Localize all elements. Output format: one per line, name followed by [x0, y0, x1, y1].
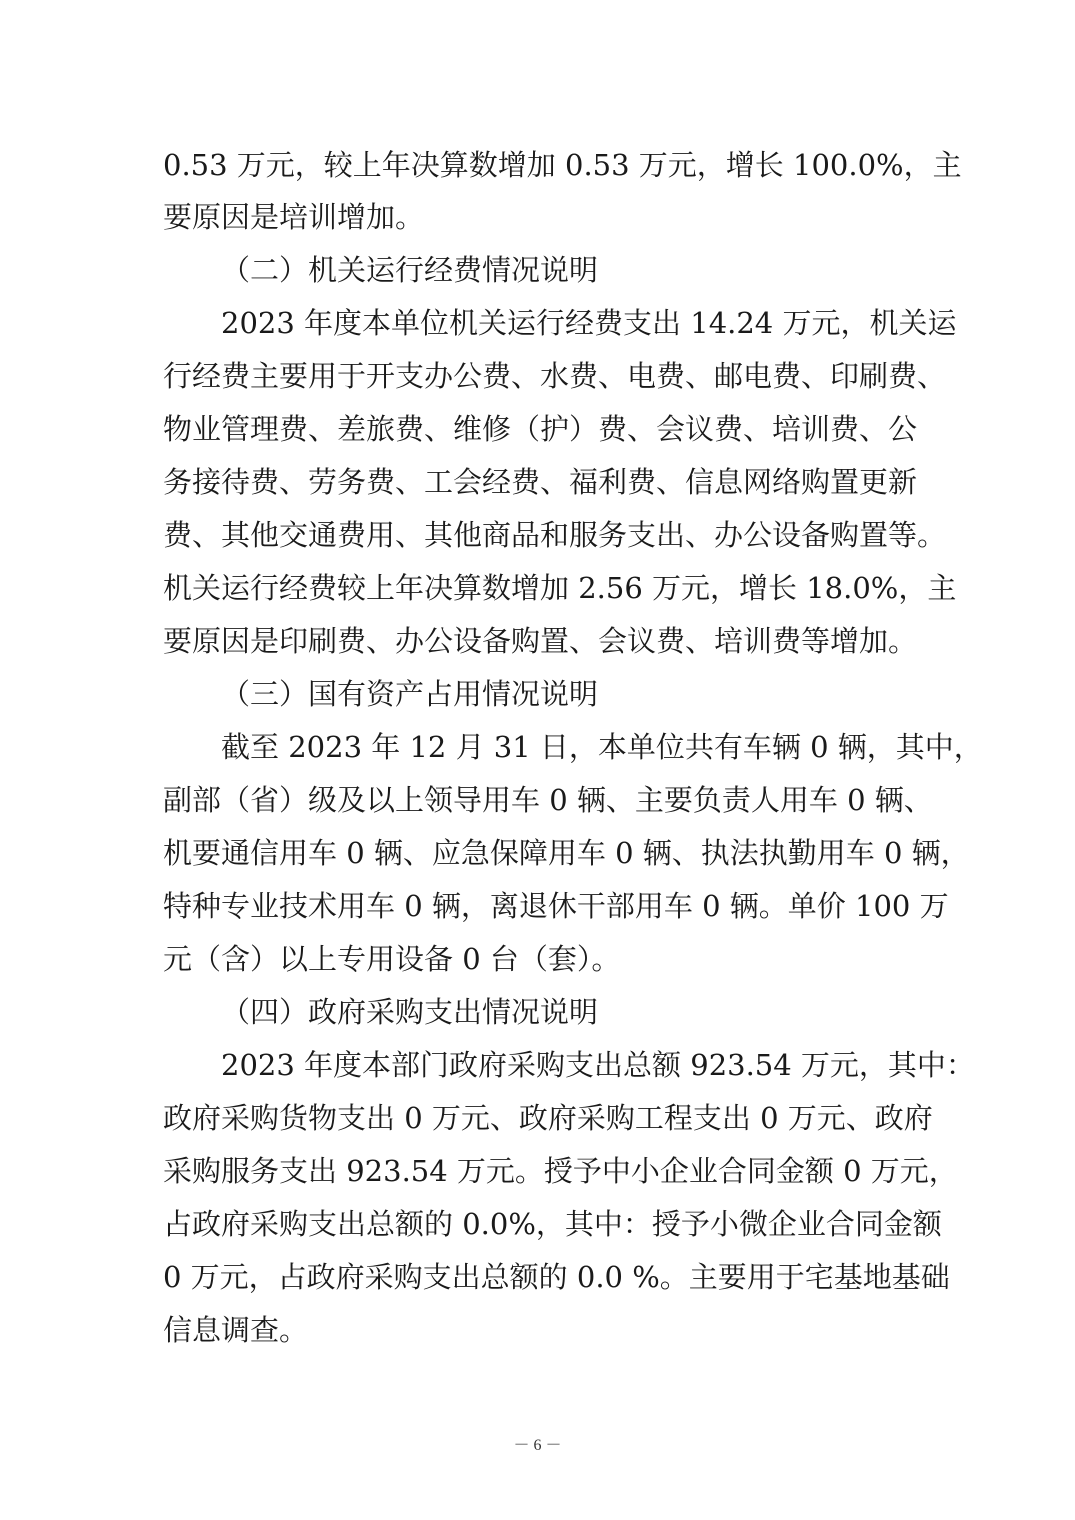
paragraph-line: 2023 年度本单位机关运行经费支出 14.24 万元，机关运 [221, 306, 957, 340]
paragraph-line: 物业管理费、差旅费、维修（护）费、会议费、培训费、公 [163, 412, 918, 446]
paragraph-line: 要原因是印刷费、办公设备购置、会议费、培训费等增加。 [163, 624, 918, 658]
paragraph-line: 机要通信用车 0 辆、应急保障用车 0 辆、执法执勤用车 0 辆， [163, 836, 970, 870]
paragraph-line: 机关运行经费较上年决算数增加 2.56 万元，增长 18.0%，主 [163, 571, 957, 605]
paragraph-line: 副部（省）级及以上领导用车 0 辆、主要负责人用车 0 辆、 [163, 783, 933, 817]
page-number: － 6 － [513, 1437, 562, 1454]
paragraph-line: 政府采购货物支出 0 万元、政府采购工程支出 0 万元、政府 [163, 1101, 933, 1135]
section-heading: （四）政府采购支出情况说明 [221, 995, 599, 1029]
section-heading: （二）机关运行经费情况说明 [221, 253, 599, 287]
section-heading: （三）国有资产占用情况说明 [221, 677, 599, 711]
paragraph-line: 特种专业技术用车 0 辆，离退休干部用车 0 辆。单价 100 万 [163, 889, 949, 923]
paragraph-line: 要原因是培训增加。 [163, 200, 425, 234]
paragraph-line: 0.53 万元，较上年决算数增加 0.53 万元，增长 100.0%，主 [163, 148, 962, 182]
paragraph-line: 2023 年度本部门政府采购支出总额 923.54 万元，其中： [221, 1048, 975, 1082]
paragraph-line: 元（含）以上专用设备 0 台（套）。 [163, 942, 621, 976]
paragraph-line: 占政府采购支出总额的 0.0%，其中：授予小微企业合同金额 [163, 1207, 942, 1241]
paragraph-line: 采购服务支出 923.54 万元。授予中小企业合同金额 0 万元， [163, 1154, 958, 1188]
paragraph-line: 行经费主要用于开支办公费、水费、电费、邮电费、印刷费、 [163, 359, 947, 393]
paragraph-line: 截至 2023 年 12 月 31 日，本单位共有车辆 0 辆，其中， [221, 730, 983, 764]
paragraph-line: 务接待费、劳务费、工会经费、福利费、信息网络购置更新 [163, 465, 918, 499]
paragraph-line: 费、其他交通费用、其他商品和服务支出、办公设备购置等。 [163, 518, 947, 552]
paragraph-line: 信息调查。 [163, 1313, 309, 1347]
paragraph-line: 0 万元，占政府采购支出总额的 0.0 %。主要用于宅基地基础 [163, 1260, 950, 1294]
